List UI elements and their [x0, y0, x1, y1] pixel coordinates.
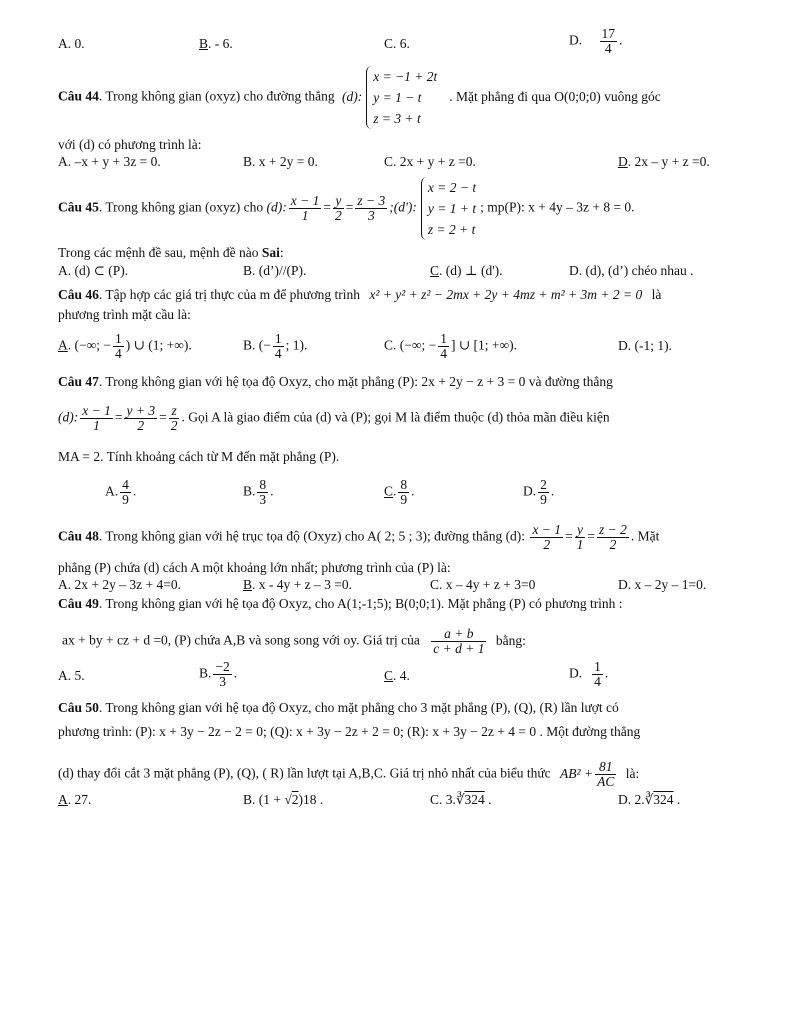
- q50-stem: Câu 50. Trong không gian với hệ tọa độ Oxyz, cho mặt phẳng cho 3 mặt phẳng (P), (Q), (R) lần lượt có: [58, 700, 619, 715]
- q48-stem: Câu 48. Trong không gian với hệ trục tọa độ (Oxyz) cho A( 2; 5 ; 3); đường thẳng (d): $\frac{x - 1}{2}$ = $\frac{y}{1}$ = $\frac{z - 2}{2}$ . Mặt: [58, 522, 660, 552]
- q47-stem-line3: MA = 2. Tính khoảng cách từ M đến mặt phẳng (P).: [58, 449, 340, 464]
- q50-option-c: C. 3.∛324 .: [430, 792, 492, 807]
- q47-stem-line2: (d): $\frac{x - 1}{1}$ = $\frac{y + 3}{2}$ = $\frac{z}{2}$ . Gọi A là giao điểm của (d) và (P); gọi M là điểm thuộc (d) thỏa mãn điều kiện: [58, 403, 610, 433]
- q43-option-a: A. 0.: [58, 36, 85, 51]
- q46-stem-cont: phương trình mặt cầu là:: [58, 307, 191, 322]
- q48-option-c: C. x – 4y + z + 3=0: [430, 577, 536, 592]
- q49-option-d: D. $\frac{1}{4}$ .: [569, 659, 609, 689]
- q44-stem-cont: với (d) có phương trình là:: [58, 137, 202, 152]
- q49-option-c: C. 4.: [384, 668, 410, 683]
- q44-stem: Câu 44. Trong không gian (oxyz) cho đường thẳng (d): x = −1 + 2t y = 1 − t z = 3 + t . Mặt phẳng đi qua O(0;0;0) vuông góc: [58, 66, 661, 129]
- q46-option-d: D. (-1; 1).: [618, 338, 672, 353]
- q45-option-d: D. (d), (d’) chéo nhau .: [569, 263, 694, 278]
- q49-stem-line2: ax + by + cz + d =0, (P) chứa A,B và song song với oy. Giá trị của $\frac{a + b}{c + d + 1}$ bằng:: [62, 626, 526, 656]
- q45-option-b: B. (d’)//(P).: [243, 263, 307, 278]
- q48-option-a: A. 2x + 2y – 3z + 4=0.: [58, 577, 181, 592]
- q43-option-c: C. 6.: [384, 36, 410, 51]
- q45-option-c: C. (d) ⊥ (d').: [430, 263, 503, 278]
- q48-option-d: D. x – 2y – 1=0.: [618, 577, 707, 592]
- q49-option-b: B. $\frac{-2}{3}$ .: [199, 659, 238, 689]
- q47-stem: Câu 47. Trong không gian với hệ tọa độ Oxyz, cho mặt phẳng (P): 2x + 2y − z + 3 = 0 và đường thẳng: [58, 374, 613, 389]
- q44-system: x = −1 + 2t y = 1 − t z = 3 + t: [366, 66, 437, 129]
- q47-option-a: A. $\frac{4}{9}$ .: [105, 477, 137, 507]
- q46-option-c: C. (−∞; − $\frac{1}{4}$ ] ∪ [1; +∞).: [384, 331, 518, 361]
- q48-stem-cont: phẳng (P) chứa (d) cách A một khoảng lớn nhất; phương trình của (P) là:: [58, 560, 451, 575]
- q50-stem-line2: phương trình: (P): x + 3y − 2z − 2 = 0; (Q): x + 3y − 2z + 2 = 0; (R): x + 3y − 2z + 4 = 0 . Một đường thẳng: [58, 724, 641, 739]
- q47-option-d: D. $\frac{2}{9}$ .: [523, 477, 555, 507]
- q45-option-a: A. (d) ⊂ (P).: [58, 263, 129, 278]
- q45-question: Trong các mệnh đề sau, mệnh đề nào Sai:: [58, 245, 284, 260]
- q46-stem: Câu 46. Tập hợp các giá trị thực của m để phương trình x² + y² + z² − 2mx + 2y + 4mz + m² + 3m + 2 = 0 là: [58, 287, 662, 302]
- q50-stem-line3: (d) thay đổi cắt 3 mặt phẳng (P), (Q), ( R) lần lượt tại A,B,C. Giá trị nhỏ nhất của biểu thức AB² + $\frac{81}{AC}$ là:: [58, 759, 640, 789]
- q49-option-a: A. 5.: [58, 668, 85, 683]
- q46-option-a: A. (−∞; − $\frac{1}{4}$ ) ∪ (1; +∞).: [58, 331, 192, 361]
- q46-option-b: B. (− $\frac{1}{4}$ ; 1).: [243, 331, 308, 361]
- q47-option-c: C. $\frac{8}{9}$ .: [384, 477, 415, 507]
- q44-option-c: C. 2x + y + z =0.: [384, 154, 476, 169]
- q50-option-d: D. 2.∛324 .: [618, 792, 681, 807]
- q45-system: x = 2 − t y = 1 + t z = 2 + t: [421, 177, 476, 240]
- q44-option-a: A. –x + y + 3z = 0.: [58, 154, 161, 169]
- q44-option-b: B. x + 2y = 0.: [243, 154, 318, 169]
- q45-stem: Câu 45. Trong không gian (oxyz) cho (d): $\frac{x - 1}{1}$ = $\frac{y}{2}$ = $\frac{z - 3}{3}$ ;(d'): x = 2 − t y = 1 + t z = 2 + t ; mp(P): x + 4y – 3z + 8 = 0.: [58, 177, 635, 240]
- q43-option-d: D. $\frac{17}{4}$ .: [569, 26, 623, 56]
- q48-option-b: B. x - 4y + z – 3 =0.: [243, 577, 352, 592]
- q49-stem: Câu 49. Trong không gian với hệ tọa độ Oxyz, cho A(1;-1;5); B(0;0;1). Mặt phẳng (P) có phương trình :: [58, 596, 623, 611]
- q47-option-b: B. $\frac{8}{3}$ .: [243, 477, 274, 507]
- q50-option-b: B. (1 + √2)18 .: [243, 792, 324, 807]
- q44-option-d: D. 2x – y + z =0.: [618, 154, 710, 169]
- q43-option-b: B. - 6.: [199, 36, 233, 51]
- q50-option-a: A. 27.: [58, 792, 92, 807]
